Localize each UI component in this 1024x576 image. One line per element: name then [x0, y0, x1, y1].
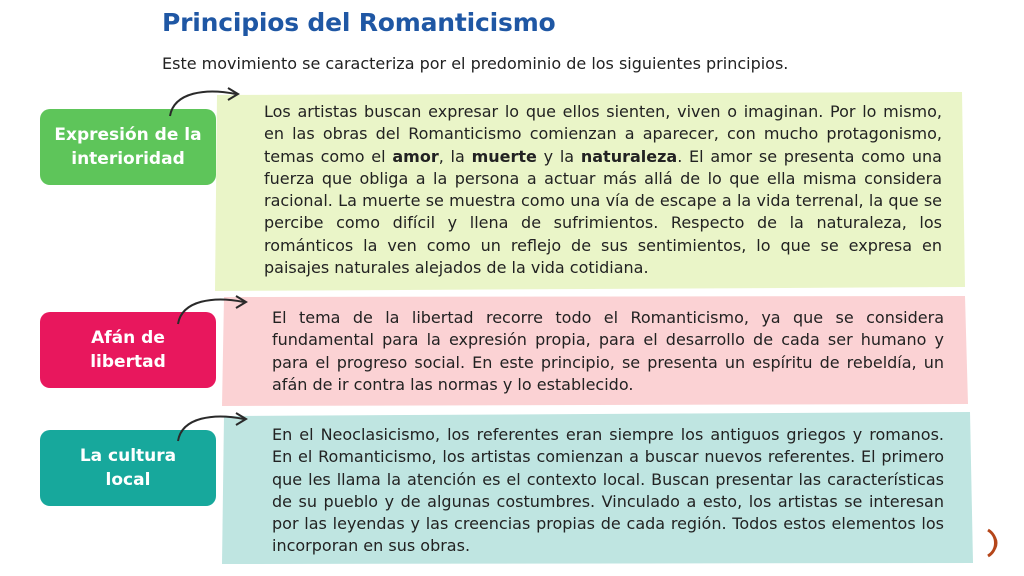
- curved-arrow-icon: [174, 407, 254, 447]
- keyword-muerte: muerte: [471, 146, 537, 166]
- text-part: . El amor se presenta como una fuerza que obliga a la persona a actuar más allá de lo que ella misma considera racional. La muerte se muestra como una vía de escape a la vida terrenal, la que se percibe como difícil y llena de sufrimientos. Respecto de la naturaleza, los románticos la ven como un reflejo de sus sentimientos, lo que se expresa en paisajes naturales alejados de la vida cotidiana.: [264, 146, 942, 278]
- text-part: , la: [438, 146, 472, 166]
- keyword-amor: amor: [392, 146, 439, 166]
- intro-text: Este movimiento se caracteriza por el predominio de los siguientes principios.: [162, 54, 789, 73]
- label-text: La cultura local: [79, 446, 177, 490]
- curved-arrow-icon: [166, 82, 246, 122]
- page-marker-icon: [986, 528, 1000, 558]
- text-afan-libertad: [272, 307, 944, 396]
- page-title: Principios del Romanticismo: [162, 8, 556, 37]
- curved-arrow-icon: [174, 290, 254, 330]
- paragraph: El tema de la libertad recorre todo el Romanticismo, ya que se considera fundamental para la expresión propia, para el desarrollo de cada ser humano y para el progreso social. En este principio, se presenta un espíritu de rebeldía, un afán de ir contra las normas y lo establecido.: [272, 308, 944, 394]
- text-expresion-interioridad: [264, 101, 942, 279]
- text-part: y la: [536, 146, 581, 166]
- label-text: Afán de libertad: [90, 328, 166, 372]
- label-text: Expresión de la interioridad: [54, 125, 202, 169]
- text-part: Los artistas buscan expresar lo que ellos sienten, viven o imaginan. Por lo mismo, en las obras del Romanticismo comienzan a aparecer, con mucho protagonismo, temas como el: [264, 102, 942, 166]
- text-cultura-local: [272, 424, 944, 558]
- keyword-naturaleza: naturaleza: [580, 146, 678, 166]
- paragraph: En el Neoclasicismo, los referentes eran siempre los antiguos griegos y romanos. En el Romanticismo, los artistas comienzan a buscar nuevos referentes. El primero que les llama la atención es el contexto local. Buscan presentar las características de su pueblo y de algunas costumbres. Vinculado a esto, los artistas se interesan por las leyendas y las creencias propias de cada región. Todos estos elementos los incorporan en sus obras.: [272, 425, 944, 556]
